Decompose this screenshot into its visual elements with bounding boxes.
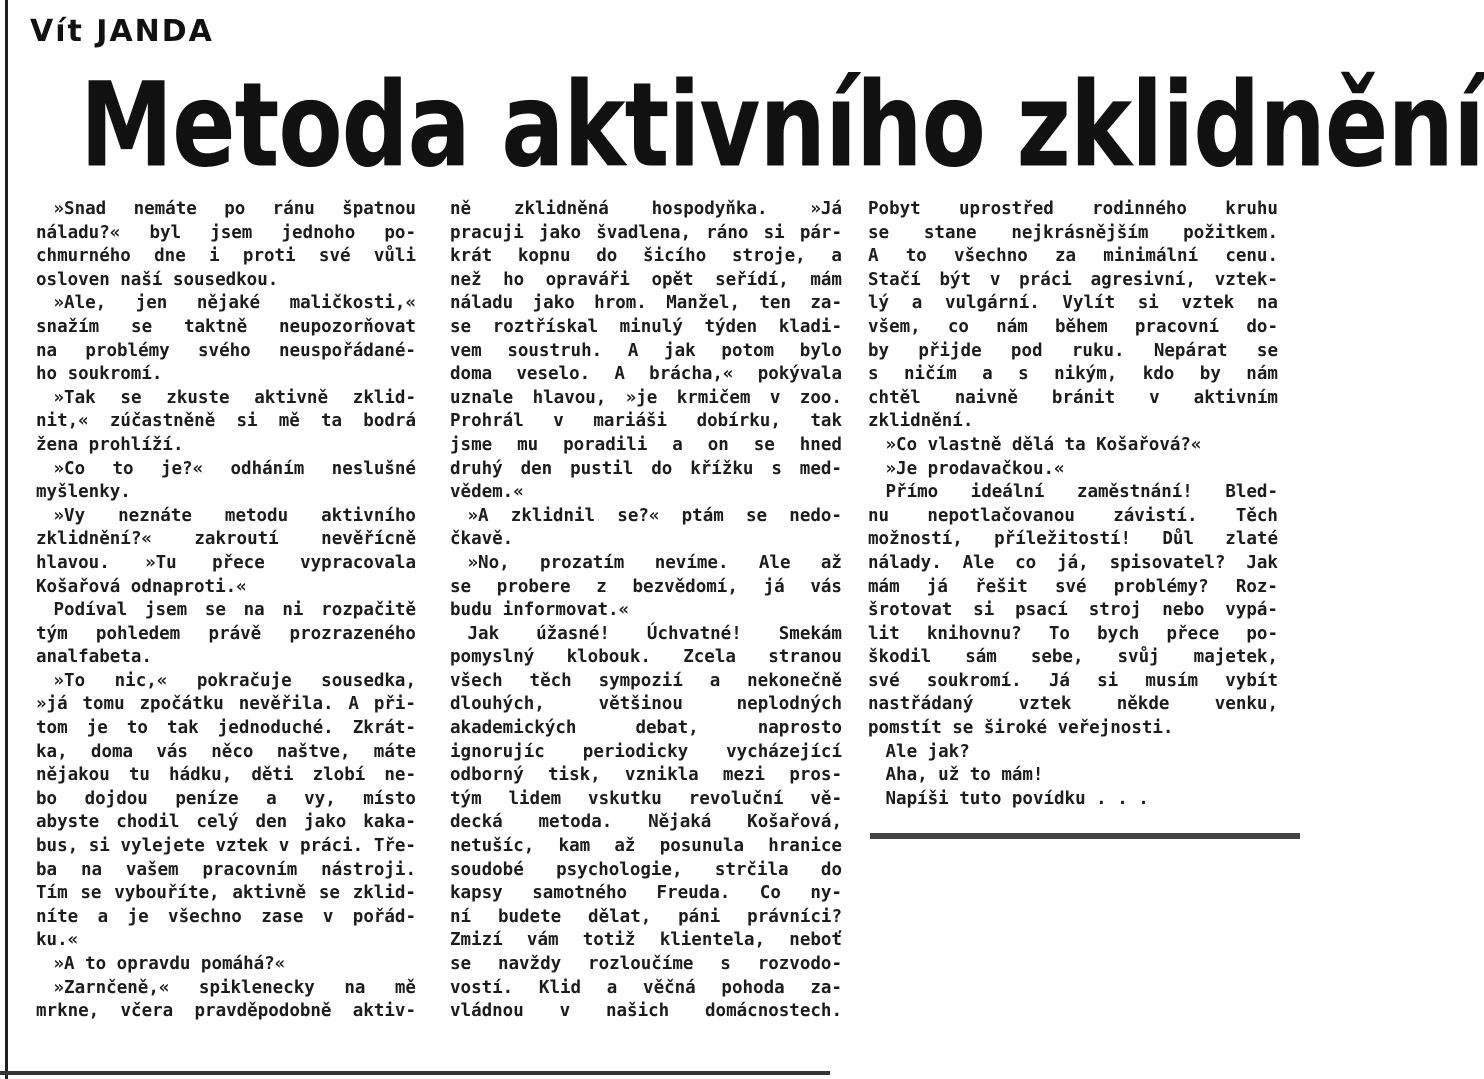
text-line: netušíc, kam až posunula hranice (450, 836, 842, 857)
text-line: čkavě. (450, 529, 514, 550)
text-line: vem soustruh. A jak potom bylo (450, 340, 842, 361)
text-line: ho soukromí. (36, 364, 163, 385)
text-line: mrkne, včera pravděpodobně aktiv- (36, 1001, 416, 1022)
text-line: bo dojdou peníze a vy, místo (36, 788, 416, 809)
text-line: lit knihovnu? To bych přece po- (868, 623, 1278, 644)
text-line: »Vy neznáte metodu aktivního (53, 505, 416, 526)
text-line: abyste chodil celý den jako kaka- (36, 812, 416, 833)
text-line: náladu?« byl jsem jednoho po- (36, 222, 416, 243)
text-line: »Tak se zkuste aktivně zklid- (53, 387, 416, 408)
text-line: myšlenky. (36, 482, 131, 503)
text-line: Prohrál v mariáši dobírku, tak (450, 411, 842, 432)
text-line: pracuji jako švadlena, ráno si pár- (450, 222, 842, 243)
text-line: Napíši tuto povídku . . . (885, 788, 1149, 809)
text-line: tým pohledem právě prozrazeného (36, 623, 416, 644)
text-line: s ničím a s nikým, kdo by nám (868, 364, 1278, 385)
text-line: žena prohlíží. (36, 434, 184, 455)
text-line: ba na vašem pracovním nástroji. (36, 859, 416, 880)
text-line: se stane nejkrásnějším požitkem. (868, 222, 1278, 243)
text-line: pomstít se široké veřejnosti. (868, 718, 1174, 739)
text-line: ní budete dělat, páni právníci? (450, 906, 842, 927)
text-line: se probere z bezvědomí, já vás (450, 576, 842, 597)
article-headline: Metoda aktivního zklidnění (80, 56, 1484, 194)
text-line: nálady. Ale co já, spisovatel? Jak (868, 552, 1278, 573)
left-edge-rule (5, 0, 8, 1079)
text-line: »Co vlastně dělá ta Košařová?« (885, 434, 1202, 455)
text-line: zklidnění?« zakroutí nevěřícně (36, 529, 416, 550)
text-line: »No, prozatím nevíme. Ale až (467, 552, 842, 573)
article-end-rule (870, 833, 1300, 839)
text-line: šrotovat si psací stroj nebo vypá- (868, 600, 1278, 621)
text-line: »Zarnčeně,« spiklenecky na mě (53, 977, 416, 998)
text-line: dlouhých, většinou neplodných (450, 694, 842, 715)
text-line: »A zklidnil se?« ptám se nedo- (467, 505, 842, 526)
text-line: by přijde pod ruku. Nepárat se (868, 340, 1278, 361)
text-line: své soukromí. Já si musím vybít (868, 670, 1278, 691)
text-line: se roztřískal minulý týden kladi- (450, 316, 842, 337)
text-line: všech těch sympozií a nekonečně (450, 670, 842, 691)
text-line: A to všechno za minimální cenu. (868, 246, 1278, 267)
text-line: soudobé psychologie, strčila do (450, 859, 842, 880)
text-line: jsme mu poradili a on se hned (450, 434, 842, 455)
text-line: Košařová odnaproti.« (36, 576, 247, 597)
text-line: možností, příležitostí! Důl zlaté (868, 529, 1278, 550)
author-byline: Vít JANDA (30, 14, 214, 49)
text-line: na problémy svého neuspořádané- (36, 340, 416, 361)
text-line: »A to opravdu pomáhá?« (53, 954, 286, 974)
text-line: všem, co nám během pracovní do- (868, 316, 1278, 337)
text-line: lý a vulgární. Vylít si vztek na (868, 293, 1278, 314)
text-line: snažím se taktně neupozorňovat (36, 316, 416, 337)
text-line: se navždy rozloučíme s rozvodo- (450, 954, 842, 974)
text-line: doma veselo. A brácha,« pokývala (450, 364, 842, 385)
text-line: budu informovat.« (450, 600, 630, 621)
text-line: níte a je všechno zase v pořád- (36, 906, 416, 927)
text-line: ně zklidněná hospodyňka. »Já (450, 199, 842, 219)
text-line: bus, si vylejete vztek v práci. Tře- (36, 836, 416, 857)
column-1 (36, 198, 416, 1024)
text-line: Ale jak? (885, 741, 970, 762)
text-line: »Snad nemáte po ránu špatnou (53, 199, 416, 219)
text-line: kapsy samotného Freuda. Co ny- (450, 883, 842, 904)
text-line: zklidnění. (868, 411, 974, 432)
text-line: tom je to tak jednoduché. Zkrát- (36, 718, 416, 739)
text-line: chmurného dne i proti své vůli (36, 246, 416, 267)
text-line: tým lidem vskutku revoluční vě- (450, 788, 842, 809)
text-line: Stačí být v práci agresivní, vztek- (868, 269, 1278, 290)
text-line: hlavou. »Tu přece vypracovala (36, 552, 416, 573)
text-line: mám já řešit své problémy? Roz- (868, 576, 1278, 597)
text-line: ku.« (36, 930, 79, 951)
text-line: nit,« zúčastněně si mě ta bodrá (36, 411, 416, 432)
text-line: Pobyt uprostřed rodinného kruhu (868, 199, 1278, 219)
text-line: akademických debat, naprosto (450, 718, 842, 739)
text-line: vládnou v našich domácnostech. (450, 1001, 842, 1022)
text-line: nastřádaný vztek někde venku, (868, 694, 1278, 715)
text-line: »Ale, jen nějaké maličkosti,« (53, 293, 416, 314)
text-line: náladu jako hrom. Manžel, ten za- (450, 293, 842, 314)
text-line: »já tomu zpočátku nevěřila. A při- (36, 694, 416, 715)
text-line: Zmizí vám totiž klientela, neboť (450, 930, 842, 951)
text-line: Přímo ideální zaměstnání! Bled- (885, 482, 1278, 503)
column-2 (450, 198, 842, 1024)
text-line: Tím se vybouříte, aktivně se zklid- (36, 883, 416, 904)
text-line: »Je prodavačkou.« (885, 458, 1065, 479)
text-line: »Co to je?« odháním neslušné (53, 458, 416, 479)
text-line: osloven naší sousedkou. (36, 269, 279, 290)
text-line: než ho opraváři opět seřídí, mám (450, 269, 842, 290)
text-line: vostí. Klid a věčná pohoda za- (450, 977, 842, 998)
text-line: nu nepotlačovanou závistí. Těch (868, 505, 1278, 526)
text-line: ignorujíc periodicky vycházející (450, 741, 842, 762)
text-line: »To nic,« pokračuje sousedka, (53, 670, 416, 691)
text-line: analfabeta. (36, 647, 152, 668)
text-line: vědem.« (450, 482, 524, 503)
text-line: nějakou tu hádku, děti zlobí ne- (36, 765, 416, 786)
text-line: uznale hlavou, »je krmičem v zoo. (450, 387, 842, 408)
text-line: chtěl naivně bránit v aktivním (868, 387, 1278, 408)
text-line: Podíval jsem se na ni rozpačitě (53, 600, 416, 621)
text-line: krát kopnu do šicího stroje, a (450, 246, 842, 267)
text-line: Aha, už to mám! (885, 765, 1044, 786)
bottom-edge-rule (0, 1071, 830, 1075)
text-line: ka, doma vás něco naštve, máte (36, 741, 416, 762)
column-3 (868, 198, 1278, 811)
text-line: odborný tisk, vznikla mezi pros- (450, 765, 842, 786)
text-line: decká metoda. Nějaká Košařová, (450, 812, 842, 833)
text-line: pomyslný klobouk. Zcela stranou (450, 647, 842, 668)
text-line: Jak úžasné! Úchvatné! Smekám (467, 623, 842, 644)
text-line: škodil sám sebe, svůj majetek, (868, 647, 1278, 668)
text-line: druhý den pustil do křížku s med- (450, 458, 842, 479)
